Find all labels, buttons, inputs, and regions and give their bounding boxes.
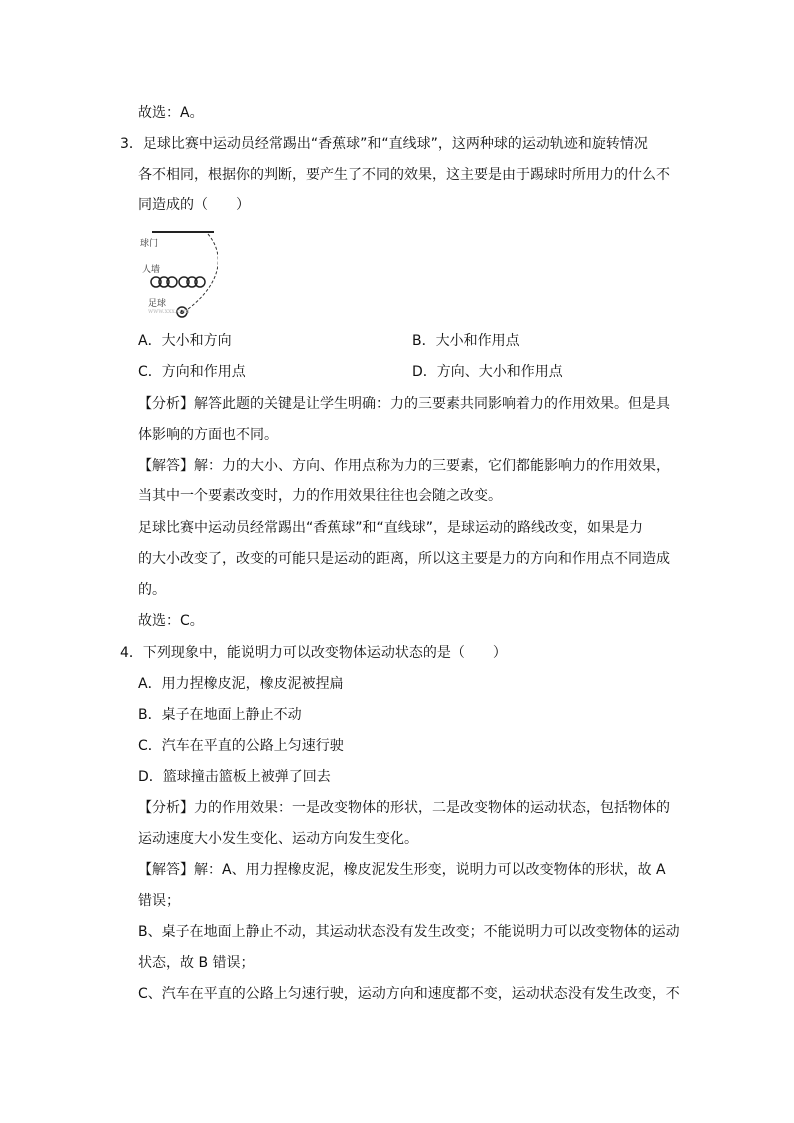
q4-analysis-line-1: 【分析】力的作用效果：一是改变物体的形状，二是改变物体的运动状态，包括物体的 [138,800,670,816]
goal-label: 球门 [140,239,159,249]
q3-stem-line-3: 同造成的（ ） [138,197,250,213]
q3-stem-line-2: 各不相同，根据你的判断，要产生了不同的效果，这主要是由于踢球时所用力的什么不 [138,167,670,183]
ball-label: 足球 [148,299,167,309]
ball-trajectory [184,234,218,312]
q4-stem: 4．下列现象中，能说明力可以改变物体运动状态的是（ ） [120,645,507,661]
figure-watermark: www.xxx.com [148,308,190,315]
wall-label: 人墙 [142,265,161,275]
q3-option-b: B．大小和作用点 [412,333,520,349]
q4-solution-line-3: B、桌子在地面上静止不动，其运动状态没有发生改变；不能说明力可以改变物体的运动 [138,924,680,940]
q3-option-a: A．大小和方向 [138,333,232,349]
q3-option-d: D．方向、大小和作用点 [412,364,563,380]
q4-option-b: B．桌子在地面上静止不动 [138,707,302,723]
q3-solution-line-5: 的。 [138,582,166,598]
q3-analysis-line-1: 【分析】解答此题的关键是让学生明确：力的三要素共同影响着力的作用效果。但是具 [138,396,670,412]
q3-solution-line-3: 足球比赛中运动员经常踢出“香蕉球”和“直线球”，是球运动的路线改变，如果是力 [138,520,644,536]
q4-solution-line-1: 【解答】解：A、用力捏橡皮泥，橡皮泥发生形变，说明力可以改变物体的形状，故 A [138,862,666,878]
q3-stem-line-1: 3．足球比赛中运动员经常踢出“香蕉球”和“直线球”，这两种球的运动轨迹和旋转情况 [120,136,648,152]
q3-solution-line-4: 的大小改变了，改变的可能只是运动的距离，所以这主要是力的方向和作用点不同造成 [138,551,670,567]
q4-solution-line-4: 状态，故 B 错误； [138,955,255,971]
q3-analysis-line-2: 体影响的方面也不同。 [138,427,278,443]
q4-option-a: A．用力捏橡皮泥，橡皮泥被捏扁 [138,676,344,692]
q3-solution-line-1: 【解答】解：力的大小、方向、作用点称为力的三要素，它们都能影响力的作用效果， [138,458,670,474]
q3-figure [138,228,218,318]
q3-solution-line-2: 当其中一个要素改变时，力的作用效果往往也会随之改变。 [138,488,502,504]
q3-answer: 故选：C。 [138,613,204,629]
human-wall [151,277,205,287]
q4-solution-line-2: 错误； [138,893,180,909]
q4-analysis-line-2: 运动速度大小发生变化、运动方向发生变化。 [138,831,418,847]
q2-answer: 故选：A。 [138,105,204,121]
q4-solution-line-5: C、汽车在平直的公路上匀速行驶，运动方向和速度都不变，运动状态没有发生改变，不 [138,986,680,1002]
q4-option-c: C．汽车在平直的公路上匀速行驶 [138,738,344,754]
q4-option-d: D．篮球撞击篮板上被弹了回去 [138,769,331,785]
q3-option-c: C．方向和作用点 [138,364,246,380]
